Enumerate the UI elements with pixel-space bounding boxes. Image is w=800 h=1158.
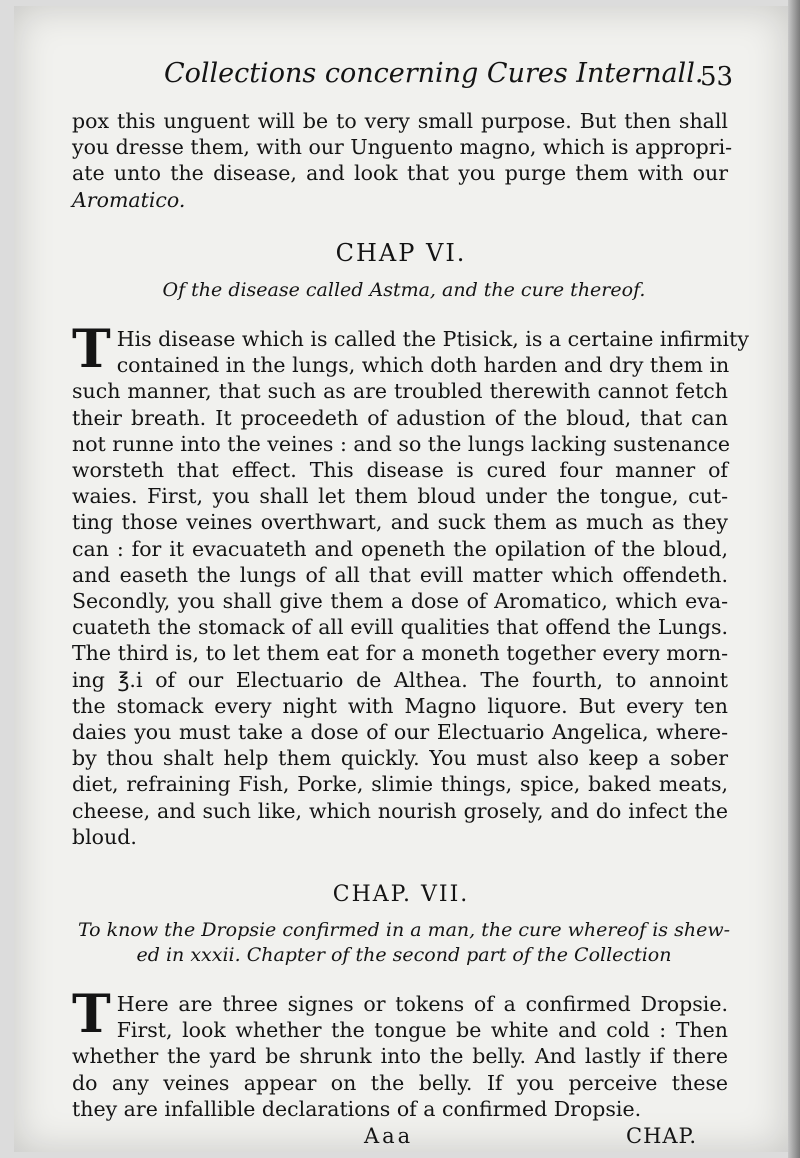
text-line: and easeth the lungs of all that evill matter which offendeth. xyxy=(72,562,728,587)
running-head: Collections concerning Cures Internall. xyxy=(164,58,704,89)
text-line: cheese, and such like, which nourish grosely, and do infect the xyxy=(72,798,728,823)
text-line: contained in the lungs, which doth harden and dry them in xyxy=(116,353,730,378)
text-line: Secondly, you shall give them a dose of Aromatico, which eva- xyxy=(72,589,728,614)
text-line: they are infallible declarations of a confirmed Dropsie. xyxy=(72,1096,642,1121)
text-line: daies you must take a dose of our Electuario Angelica, where- xyxy=(72,720,728,745)
text-line: whether the yard be shrunk into the belly. And lastly if there xyxy=(72,1044,728,1069)
text-line: their breath. It proceedeth of adustion of the bloud, that can xyxy=(72,405,728,430)
text-line: waies. First, you shall let them bloud under the tongue, cut- xyxy=(72,484,728,509)
chapter-6-body xyxy=(72,319,749,850)
subtitle-line: ed in xxxii. Chapter of the second part of the Collection xyxy=(136,944,672,966)
text-line: by thou shalt help them quickly. You must also keep a sober xyxy=(72,746,728,771)
text-line: ing ℥.i of our Electuario de Althea. The fourth, to annoint xyxy=(72,667,728,692)
page-gutter-shadow xyxy=(788,0,800,1158)
text-line: the stomack every night with Magno liquore. But every ten xyxy=(72,693,728,718)
text-line: Here are three signes or tokens of a confirmed Dropsie. xyxy=(116,992,728,1016)
text-line: cuateth the stomack of all evill qualities that offend the Lungs. xyxy=(72,615,728,640)
text-line: worsteth that effect. This disease is cured four manner of xyxy=(72,458,728,483)
text-line: His disease which is called the Ptisick, is a certaine infirmity xyxy=(116,327,749,351)
signature-mark: Aaa xyxy=(364,1124,414,1148)
intro-paragraph xyxy=(72,108,733,213)
text-line: you dresse them, with our Unguento magno, which is appropri- xyxy=(72,135,733,160)
text-line: diet, refraining Fish, Porke, slimie things, spice, baked meats, xyxy=(72,772,728,797)
chapter-7-body xyxy=(72,984,728,1122)
text-line: such manner, that such as are troubled therewith cannot fetch xyxy=(72,379,728,404)
text-line: ate unto the disease, and look that you purge them with our xyxy=(72,161,728,186)
subtitle-line: To know the Dropsie confirmed in a man, the cure whereof is shew- xyxy=(77,919,731,941)
chapter-6-subtitle: Of the disease called Astma, and the cure thereof. xyxy=(162,279,646,301)
chapter-7-subtitle xyxy=(64,918,744,968)
text-line: Aromatico. xyxy=(72,187,186,212)
text-line: can : for it evacuateth and openeth the opilation of the bloud, xyxy=(72,536,728,561)
page-number: 53 xyxy=(700,62,734,92)
chapter-7-title: CHAP. VII. xyxy=(332,882,470,907)
text-line: do any veines appear on the belly. If you perceive these xyxy=(72,1070,728,1095)
text-line: not runne into the veines : and so the lungs lacking sustenance xyxy=(72,431,730,456)
text-line: First, look whether the tongue be white and cold : Then xyxy=(116,1018,728,1043)
text-line: pox this unguent will be to very small purpose. But then shall xyxy=(72,109,728,133)
text-line: The third is, to let them eat for a moneth together every morn- xyxy=(72,641,728,666)
drop-cap: T xyxy=(72,984,111,1045)
chapter-6-title: CHAP VI. xyxy=(335,239,467,267)
text-line: bloud. xyxy=(72,824,137,849)
book-page xyxy=(14,6,788,1152)
drop-cap: T xyxy=(72,319,111,380)
text-line: ting those veines overthwart, and suck them as much as they xyxy=(72,510,728,535)
catchword: CHAP. xyxy=(626,1124,698,1148)
